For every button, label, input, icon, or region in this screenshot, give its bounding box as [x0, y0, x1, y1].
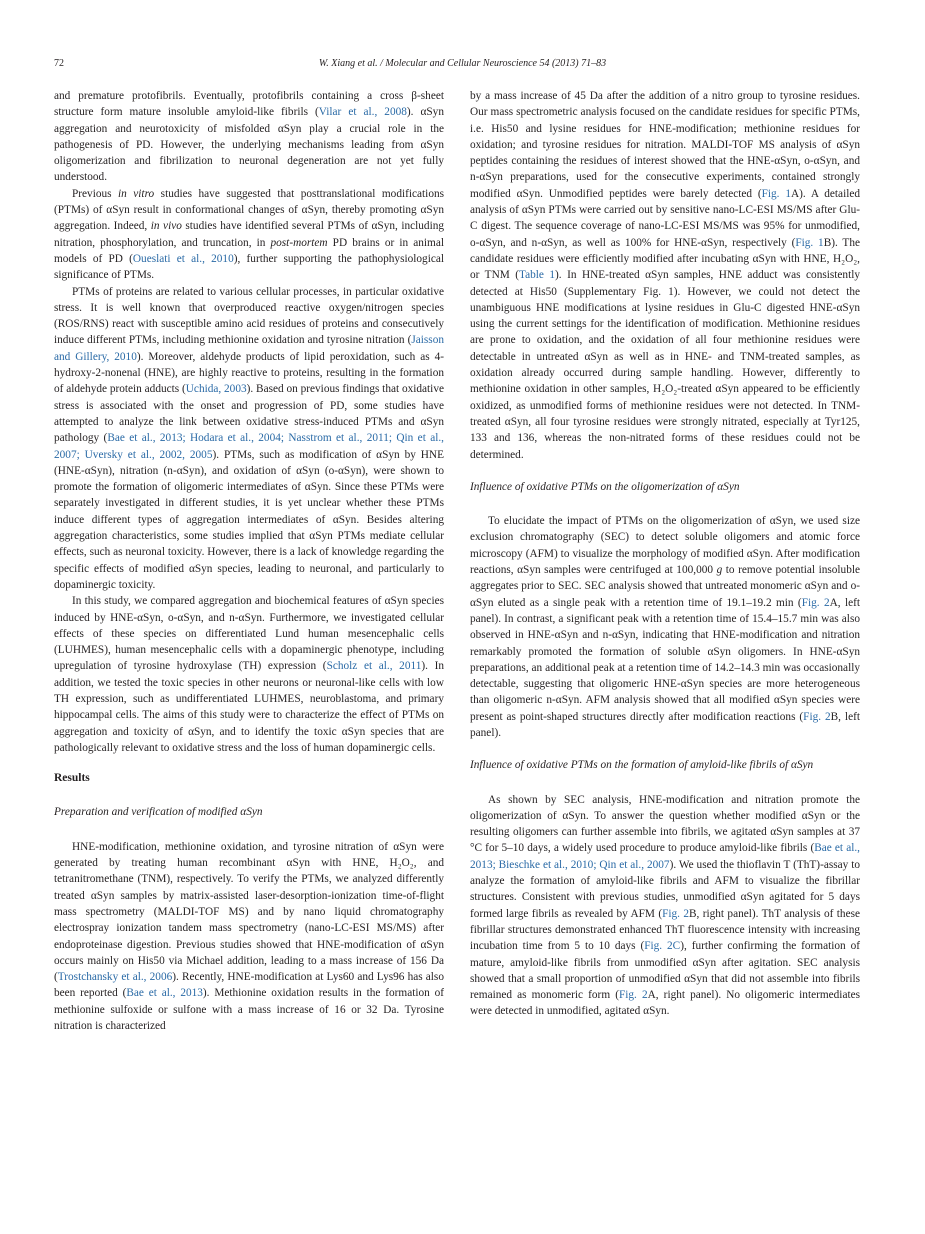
- paragraph: [470, 792, 860, 1020]
- citation-link[interactable]: Trostchansky et al., 2006: [57, 971, 173, 984]
- paragraph: [470, 513, 860, 741]
- text-run: A, left panel). In contrast, a significant peak with a retention time of 15.4–15.7 min was also observed in HNE-αSyn and n-αSyn, indicating that HNE-modification and nitration remarkably promoted the formation of soluble αSyn oligomers. In HNE-αSyn preparations, an additional peak at a retention time of 14.2–14.3 min was occasionally detectable, suggesting that oligomeric HNE-αSyn species are more heterogeneous than oligomeric n-αSyn. AFM analysis showed that all modified αSyn species were present as point-shaped structures directly after modification reactions (: [470, 596, 860, 723]
- citation-link[interactable]: Fig. 2: [662, 907, 690, 920]
- citation-link[interactable]: Uchida, 2003: [185, 383, 247, 396]
- text-run: ), further confirming the formation of mature, amyloid-like fibrils from unmodified αSyn after agitation. SEC analysis showed that a small proportion of unmodified αSyn that did not assemble into fibrils remained as monomeric form (: [470, 940, 860, 1002]
- paragraph: [54, 186, 444, 284]
- italic-text: in vivo: [150, 220, 182, 233]
- text-run: ). In addition, we tested the toxic species in other neurons or neuronal-like cells with low TH expression, such as undifferentiated LUHMES, neuroblastoma, and primary hippocampal cells. The aims of this study were to characterize the effect of PTMs on aggregation and toxicity of αSyn, and to identify the toxic αSyn species that are pathologically relevant to oxidative stress and the loss of human dopaminergic cells.: [54, 660, 444, 754]
- text-run: B, right panel). ThT analysis of these fibrillar structures demonstrated enhanced ThT fluorescence intensity with increasing incubation time from 5 to 10 days (: [470, 907, 860, 953]
- text-run: In this study, we compared aggregation and biochemical features of αSyn species induced by HNE-αSyn, o-αSyn, and n-αSyn. Furthermore, we investigated cellular effects of these species on differentiated Lund human mesencephalic cells (LUHMES), human mesencephalic cells with a dopaminergic phenotype, including upregulation of tyrosine hydroxylase (TH) expression (: [54, 595, 444, 673]
- text-run: ). αSyn aggregation and neurotoxicity of misfolded αSyn play a crucial role in the pathogenesis of PD. However, the underlying mechanisms leading from αSyn oligomerization and fibrilization to neuronal degeneration are not yet fully understood.: [54, 106, 444, 184]
- subsection-heading: Preparation and verification of modified αSyn: [54, 806, 263, 819]
- citation-link[interactable]: Fig. 2: [618, 989, 648, 1002]
- citation-link[interactable]: Jaisson and Gillery, 2010: [54, 334, 444, 363]
- text-run: PTMs of proteins are related to various cellular processes, in particular oxidative stress. It is well known that overproduced reactive oxygen/nitrogen species (ROS/RNS) react with susceptible amino acid residues of proteins and consecutively induce different PTMs, including methionine oxidation and tyrosine nitration (: [54, 285, 444, 347]
- text-run: As shown by SEC analysis, HNE-modification and nitration promote the oligomerization of αSyn. To answer the question whether modified αSyn or the resulting oligomers can further assemble into fibrils, we agitated αSyn samples at 37 °C for 5–10 days, a widely used procedure to produce amyloid-like fibrils (: [470, 793, 860, 855]
- text-run: studies have identified several PTMs of αSyn, including nitration, phosphorylation, and truncation, in: [54, 220, 445, 249]
- citation-link[interactable]: Fig. 1: [761, 187, 791, 200]
- paragraph: [54, 284, 444, 594]
- italic-text: in vitro: [118, 187, 155, 200]
- citation-link[interactable]: Scholz et al., 2011: [326, 660, 422, 673]
- text-run: studies have suggested that posttranslational modifications (PTMs) of αSyn result in conformational changes of αSyn, thereby promoting αSyn aggregation. Indeed,: [54, 187, 445, 233]
- paragraph: [54, 593, 444, 756]
- text-run: A, right panel). No oligomeric intermediates were detected in unmodified, agitated αSyn.: [470, 989, 861, 1018]
- citation-link[interactable]: Fig. 2: [801, 596, 830, 609]
- text-run: ). We used the thioflavin T (ThT)-assay to analyze the formation of amyloid-like fibrils and AFM to visualize the fibrillar structures. Consistent with previous studies, unmodified αSyn agitated for 5 days formed large fibrils as revealed by AFM (: [470, 858, 860, 920]
- text-run: To elucidate the impact of PTMs on the oligomerization of αSyn, we used size exclusion chromatography (SEC) to detect soluble oligomers and atomic force microscopy (AFM) to visualize the morphology of modified αSyn. After modification reactions, αSyn samples were centrifuged at 100,000: [470, 515, 860, 577]
- text-run: ). Moreover, aldehyde products of lipid peroxidation, such as 4-hydroxy-2-nonenal (HNE), are highly reactive to proteins, resulting in the formation of aldehyde protein adducts (: [54, 350, 444, 396]
- citation-link[interactable]: Fig. 2C: [644, 940, 681, 953]
- citation-link[interactable]: Bae et al., 2013; Hodara et al., 2004; Nasstrom et al., 2011; Qin et al., 2007; Uversky et al., 2002, 2005: [54, 432, 444, 461]
- italic-text: g: [716, 564, 723, 577]
- text-run: ). PTMs, such as modification of αSyn by HNE (HNE-αSyn), nitration (n-αSyn), and oxidation of αSyn (o-αSyn), were shown to promote the formation of oligomeric intermediates of αSyn. Since these PTMs were separately investigated in different studies, it is yet unclear whether these PTMs induce different types of aggregation intermediates of αSyn. Besides altering aggregation characteristics, some studies implied that αSyn PTMs mediate cellular effects, such as neuronal toxicity. However, there is a lack of knowledge regarding the specific effects of modified αSyn species, leading to neuronal, and particularly to dopaminergic toxicity.: [54, 448, 444, 591]
- text-run: B, left panel).: [470, 710, 860, 739]
- text-run: B). The candidate residues were efficiently modified after incubating αSyn with HNE, H₂O₂, or TNM (: [470, 236, 860, 282]
- running-head: W. Xiang et al. / Molecular and Cellular Neuroscience 54 (2013) 71–83: [318, 58, 607, 69]
- text-run: HNE-modification, methionine oxidation, and tyrosine nitration of αSyn were generated by treating human recombinant αSyn with HNE, H₂O₂, and tetranitromethane (TNM), respectively. To verify the PTMs, we analyzed differently treated αSyn samples by matrix-assisted laser-desorption-ionization time-of-flight mass spectrometry (MALDI-TOF MS) and by nano liquid chromatography electrospray ionization tandem mass spectrometry (nano-LC-ESI MS/MS) after endoproteinase digestion. Previous studies showed that HNE-modification of αSyn occurs mainly on His50 via Michael addition, leading to a mass increase of 156 Da (: [54, 840, 444, 984]
- subsection-heading: Influence of oxidative PTMs on the formation of amyloid-like fibrils of αSyn: [470, 759, 814, 772]
- text-run: by a mass increase of 45 Da after the addition of a nitro group to tyrosine residues. Our mass spectrometric analysis focused on the candidate residues for specific PTMs, i.e. His50 and lysine residues for HNE-modification; methionine residues for oxidation; and tyrosine residues for nitration. MALDI-TOF MS analysis of αSyn peptides containing the residues of interest showed that the HNE-αSyn, o-αSyn, and n-αSyn preparations, used for the consecutive experiments, contained strongly modified αSyn. Unmodified peptides were barely detected (: [470, 90, 860, 200]
- citation-link[interactable]: Table 1: [519, 269, 556, 282]
- section-heading-results: Results: [54, 772, 90, 785]
- citation-link[interactable]: Vilar et al., 2008: [318, 106, 407, 119]
- paragraph: [54, 88, 444, 186]
- citation-link[interactable]: Bae et al., 2013; Bieschke et al., 2010; Qin et al., 2007: [470, 842, 861, 871]
- italic-text: post-mortem: [270, 236, 328, 249]
- text-run: ). Recently, HNE-modification at Lys60 and Lys96 has also been reported (: [54, 971, 444, 1000]
- subsection-heading: Influence of oxidative PTMs on the oligomerization of αSyn: [470, 480, 740, 493]
- text-run: and premature protofibrils. Eventually, protofibrils containing a cross β-sheet structure form mature insoluble amyloid-like fibrils (: [54, 90, 444, 119]
- text-run: A). A detailed analysis of αSyn PTMs were carried out by sensitive nano-LC-ESI MS/MS after Glu-C digest. The sequence coverage of nano-LC-ESI MS/MS was 95% for unmodified, o-αSyn, and n-αSyn, as well as 100% for HNE-αSyn, respectively (: [470, 187, 861, 249]
- right-column: [470, 88, 860, 1020]
- citation-link[interactable]: Bae et al., 2013: [126, 987, 203, 1000]
- text-run: ), further supporting the pathophysiological significance of PTMs.: [54, 252, 444, 282]
- citation-link[interactable]: Fig. 2: [803, 710, 831, 723]
- page-number: 72: [54, 58, 64, 69]
- text-run: Previous: [72, 187, 119, 200]
- paragraph: [470, 88, 860, 463]
- text-run: ). Based on previous findings that oxidative stress is associated with the onset and progression of PD, some studies have attempted to analyze the link between oxidative stress-induced PTMs and αSyn pathology (: [54, 383, 444, 445]
- citation-link[interactable]: Fig. 1: [795, 236, 824, 249]
- left-column: [54, 88, 444, 1034]
- citation-link[interactable]: Oueslati et al., 2010: [132, 252, 234, 265]
- text-run: to remove potential insoluble aggregates prior to SEC. SEC analysis showed that untreated monomeric αSyn and o-αSyn eluted as a single peak with a retention time of 19.1–19.2 min (: [470, 564, 861, 609]
- text-run: PD brains or in animal models of PD (: [54, 236, 444, 265]
- text-run: ). In HNE-treated αSyn samples, HNE adduct was consistently detected at His50 (Supplementary Fig. 1). However, we could not detect the unambiguous HNE modifications at lysine residues in Glu-C digested HNE-αSyn using the current settings for the identification of modification. Methionine residues are prone to oxidation, and the oxidation of all four methionine residues were detectable in untreated αSyn as well as in HNE- and TNM-treated samples, as oxidation already occurred during sample handling. However, differently to methionine oxidation in other samples, H₂O₂-treated αSyn appeared to be efficiently oxidized, as unmodified forms of methionine residues were not detected. In TNM-treated αSyn, all four tyrosine residues were strongly nitrated, especially at Tyr125, 133 and 136, whereas the non-nitrated forms of these residues could not be determined.: [470, 269, 860, 461]
- text-run: ). Methionine oxidation results in the formation of methionine sulfoxide or sulfone with a mass increase of 16 or 32 Da. Tyrosine nitration is characterized: [54, 987, 445, 1033]
- paragraph: [54, 839, 444, 1035]
